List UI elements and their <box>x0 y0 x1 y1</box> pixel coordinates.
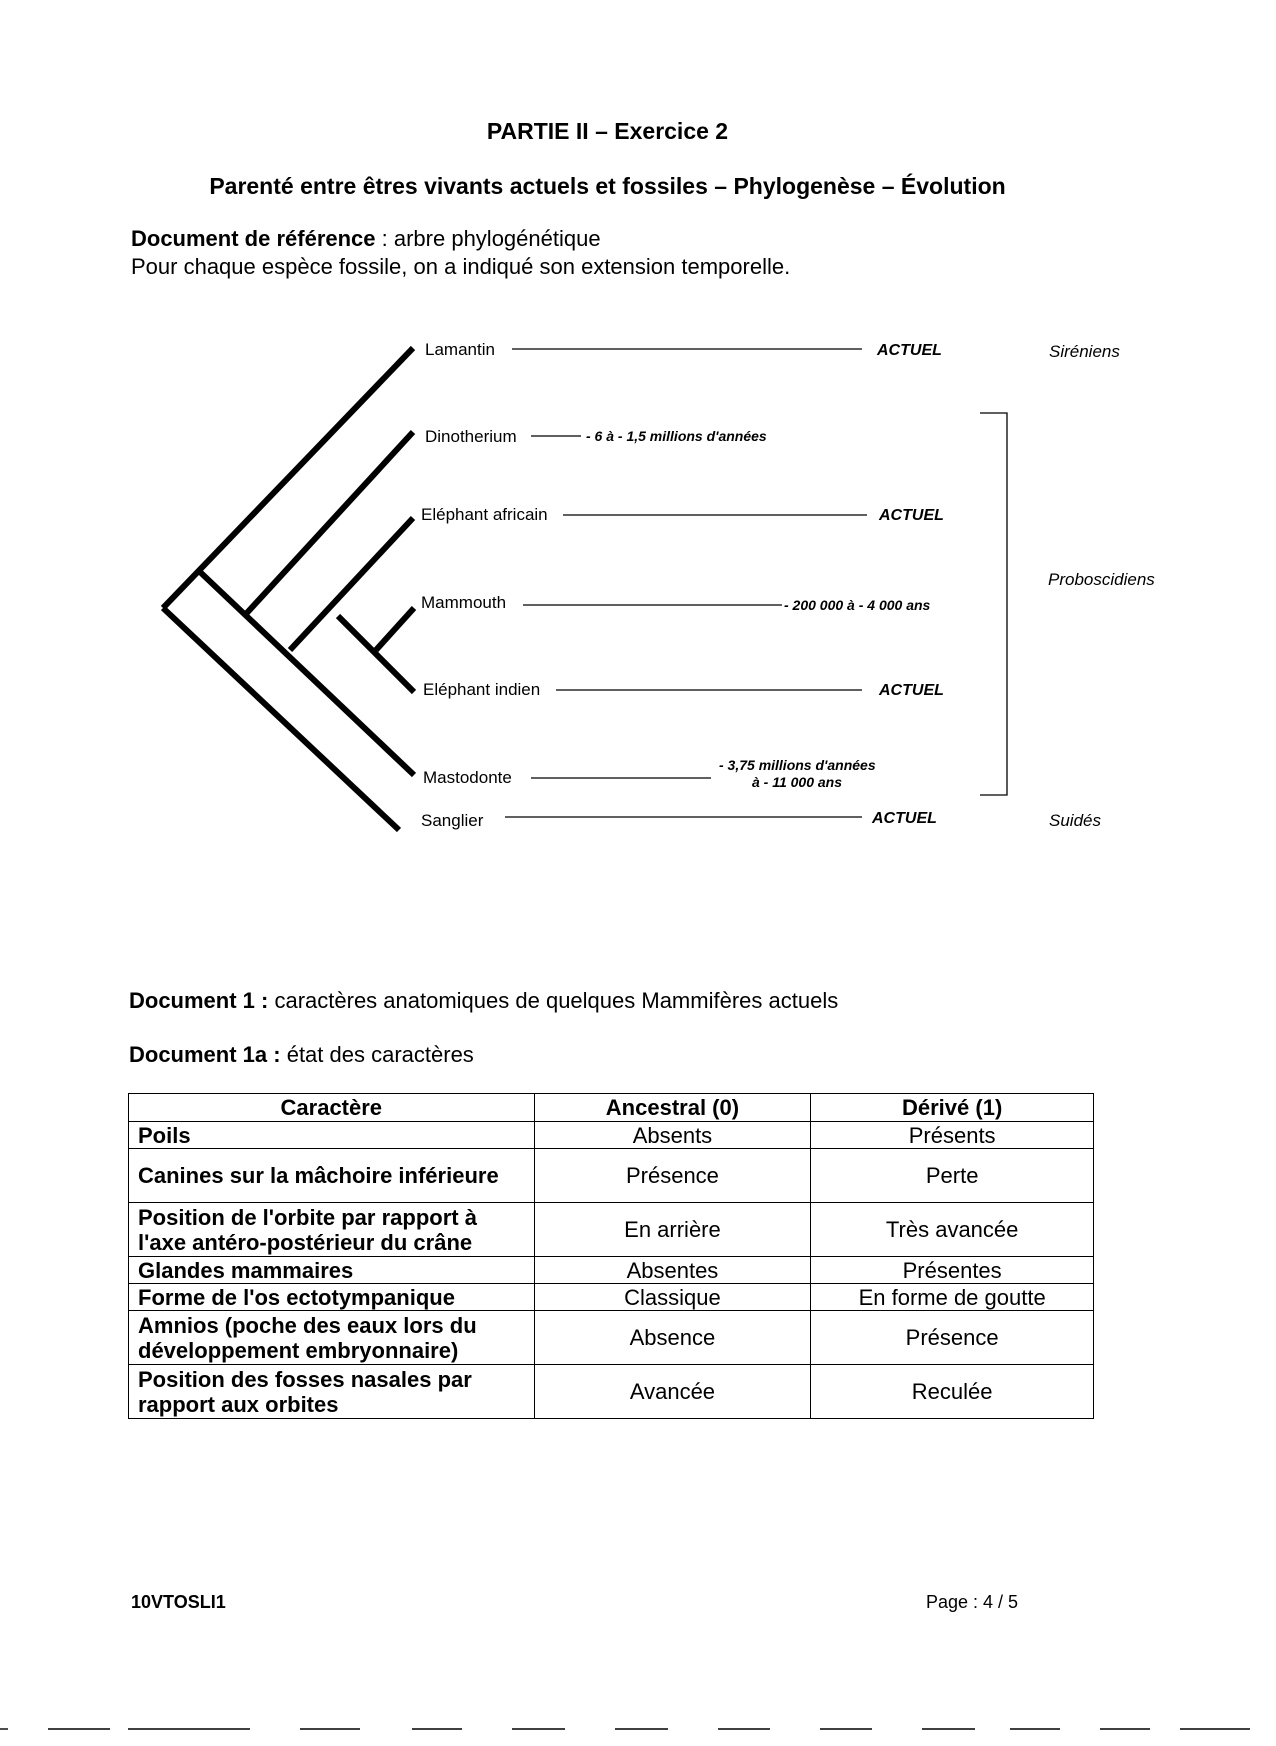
ancestral-cell: Avancée <box>534 1365 811 1419</box>
derived-cell: Très avancée <box>811 1203 1094 1257</box>
trait-cell: Forme de l'os ectotympanique <box>129 1284 535 1311</box>
ancestral-cell: Classique <box>534 1284 811 1311</box>
table-header-row <box>129 1094 1094 1122</box>
group-sireniens: Siréniens <box>1049 342 1120 361</box>
document-1a-description: état des caractères <box>280 1042 474 1067</box>
document-reference-code: 10VTOSLI1 <box>131 1592 226 1612</box>
table-row <box>129 1284 1094 1311</box>
table-row <box>129 1203 1094 1257</box>
species-lamantin: Lamantin <box>425 340 495 359</box>
status-elephant-africain: ACTUEL <box>879 507 944 524</box>
species-mammouth: Mammouth <box>421 593 507 612</box>
status-elephant-indien: ACTUEL <box>879 682 944 699</box>
trait-cell: Canines sur la mâchoire inférieure <box>129 1149 535 1203</box>
phylogenetic-tree <box>0 320 1276 840</box>
trait-cell: Position des fosses nasales par rapport aux orbites <box>129 1365 535 1419</box>
reference-document-label: Document de référence <box>131 226 376 251</box>
document-1a-caption <box>129 1042 474 1068</box>
status-sanglier: ACTUEL <box>872 810 937 827</box>
header-derive: Dérivé (1) <box>811 1094 1094 1122</box>
derived-cell: Présence <box>811 1311 1094 1365</box>
header-caractere: Caractère <box>129 1094 535 1122</box>
status-lamantin: ACTUEL <box>877 342 942 359</box>
ancestral-cell: Absents <box>534 1122 811 1149</box>
ancestral-cell: En arrière <box>534 1203 811 1257</box>
branch-dinotherium <box>245 432 413 615</box>
document-1-caption <box>129 988 838 1014</box>
derived-cell: Présentes <box>811 1257 1094 1284</box>
bottom-dashed-rule <box>0 1724 1276 1734</box>
trait-cell: Glandes mammaires <box>129 1257 535 1284</box>
ancestral-cell: Présence <box>534 1149 811 1203</box>
status-dinotherium: - 6 à - 1,5 millions d'années <box>586 428 767 444</box>
group-suides: Suidés <box>1049 811 1101 830</box>
document-1a-label: Document 1a : <box>129 1042 281 1067</box>
group-proboscidiens: Proboscidiens <box>1048 570 1155 589</box>
status-mastodonte-line2: à - 11 000 ans <box>752 774 843 790</box>
character-states-table <box>128 1093 1094 1419</box>
branch-mammouth <box>376 608 414 650</box>
table-row <box>129 1257 1094 1284</box>
table-row <box>129 1311 1094 1365</box>
ancestral-cell: Absentes <box>534 1257 811 1284</box>
table-row <box>129 1149 1094 1203</box>
table-row <box>129 1365 1094 1419</box>
trait-cell: Amnios (poche des eaux lors du développement embryonnaire) <box>129 1311 535 1365</box>
reference-document-note: Pour chaque espèce fossile, on a indiqué son extension temporelle. <box>131 254 791 279</box>
status-mastodonte-line1: - 3,75 millions d'années <box>719 757 876 773</box>
trait-cell: Position de l'orbite par rapport à l'axe antéro-postérieur du crâne <box>129 1203 535 1257</box>
species-elephant-indien: Eléphant indien <box>423 680 541 699</box>
table-row <box>129 1122 1094 1149</box>
trait-cell: Poils <box>129 1122 535 1149</box>
species-sanglier: Sanglier <box>421 811 484 830</box>
species-dinotherium: Dinotherium <box>425 427 517 446</box>
derived-cell: Perte <box>811 1149 1094 1203</box>
derived-cell: Présents <box>811 1122 1094 1149</box>
page-title: PARTIE II – Exercice 2 <box>486 118 729 144</box>
header-ancestral: Ancestral (0) <box>534 1094 811 1122</box>
reference-document-caption <box>131 225 790 281</box>
derived-cell: Reculée <box>811 1365 1094 1419</box>
document-1-description: caractères anatomiques de quelques Mammifères actuels <box>268 988 839 1013</box>
page-number: Page : 4 / 5 <box>926 1592 1019 1612</box>
derived-cell: En forme de goutte <box>811 1284 1094 1311</box>
reference-document-description: : arbre phylogénétique <box>375 226 601 251</box>
ancestral-cell: Absence <box>534 1311 811 1365</box>
status-mammouth: - 200 000 à - 4 000 ans <box>784 597 931 613</box>
species-elephant-africain: Eléphant africain <box>421 505 548 524</box>
document-1-label: Document 1 : <box>129 988 269 1013</box>
branch-elephant-indien <box>338 616 414 692</box>
species-mastodonte: Mastodonte <box>423 768 512 787</box>
proboscidiens-bracket <box>980 413 1007 795</box>
page-subtitle: Parenté entre êtres vivants actuels et fossiles – Phylogenèse – Évolution <box>209 173 1006 199</box>
